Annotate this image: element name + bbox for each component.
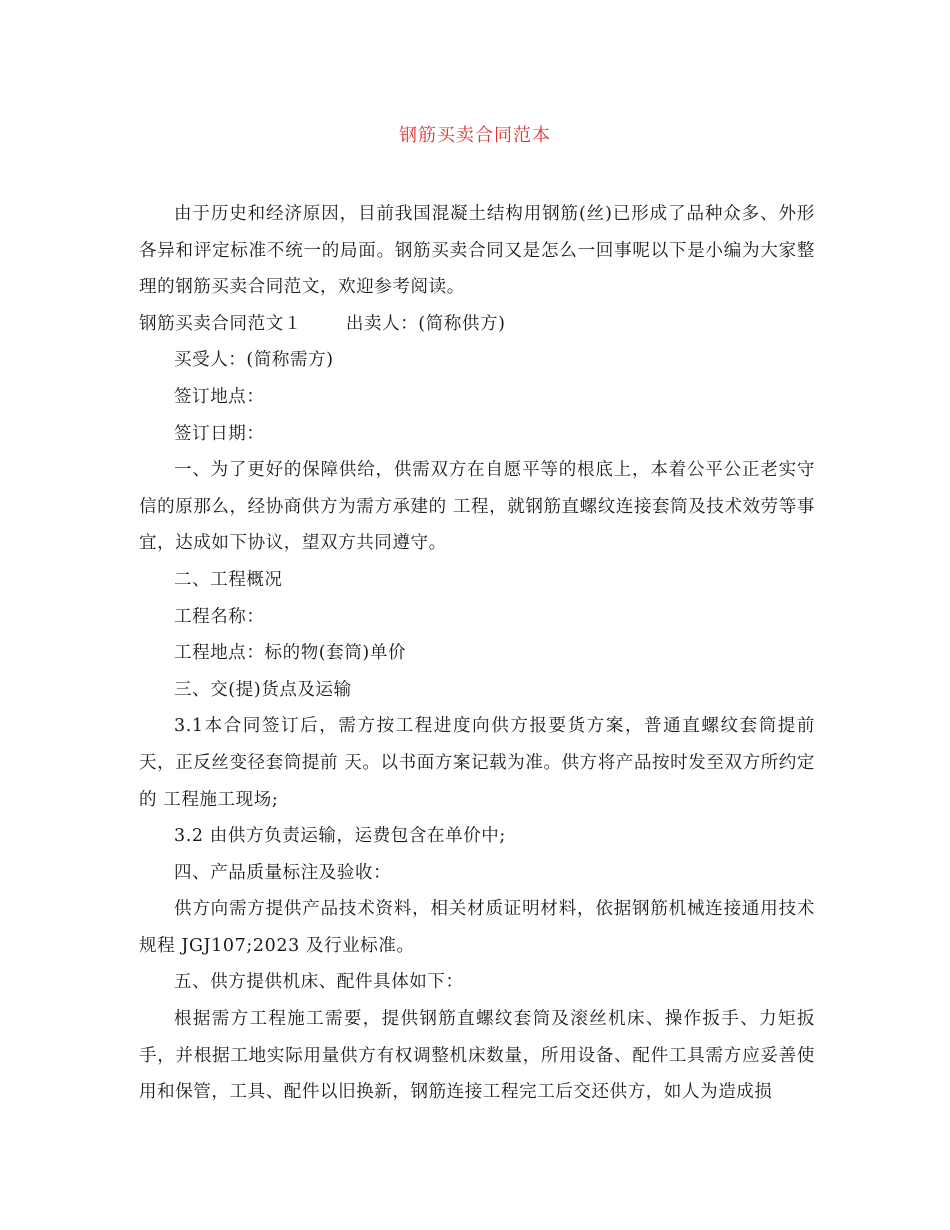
section-5-heading: 五、供方提供机床、配件具体如下： [174,972,464,993]
clause-3-1: 3.1本合同签订后，需方按工程进度向供方报要货方案，普通直螺纹套筒提前 天，正反丝变径套筒提前 天。以书面方案记载为准。供方将产品按时发至双方所约定的 工程施工现场; [139,716,815,810]
sample-heading-line [139,306,815,343]
sample-heading: 钢筋买卖合同范文１ [139,313,302,334]
section-3-heading: 三、交(提)货点及运输 [174,679,352,700]
buyer-line: 买受人：(简称需方) [174,350,334,371]
signing-date-line: 签订日期： [174,423,265,444]
clause-4: 供方向需方提供产品技术资料，相关材质证明材料，依据钢筋机械连接通用技术规程 JGJ107;2023 及行业标准。 [139,899,815,956]
clause-5: 根据需方工程施工需要，提供钢筋直螺纹套筒及滚丝机床、操作扳手、力矩扳手，并根据工地实际用量供方有权调整机床数量，所用设备、配件工具需方应妥善使用和保管，工具、配件以旧换新，钢筋连接工程完工后交还供方，如人为造成损 [139,1009,815,1103]
section-4-heading: 四、产品质量标注及验收： [174,862,392,883]
section-2-heading: 二、工程概况 [174,569,283,590]
seller-label: 出卖人：(简称供方) [345,313,506,334]
document-title: 钢筋买卖合同范本 [399,125,551,146]
project-location-line: 工程地点：标的物(套筒)单价 [174,643,407,664]
clause-1: 一、为了更好的保障供给，供需双方在自愿平等的根底上，本着公平公正老实守信的原那么，经协商供方为需方承建的 工程，就钢筋直螺纹连接套筒及技术效劳等事宜，达成如下协议，望双方共同遵守。 [139,460,815,554]
signing-place-line: 签订地点： [174,386,265,407]
project-name-line: 工程名称： [174,606,265,627]
clause-3-2: 3.2 由供方负责运输，运费包含在单价中; [174,826,506,847]
document-body [139,196,815,1111]
intro-paragraph: 由于历史和经济原因，目前我国混凝土结构用钢筋(丝)已形成了品种众多、外形各异和评定标准不统一的局面。钢筋买卖合同又是怎么一回事呢以下是小编为大家整理的钢筋买卖合同范文，欢迎参考阅读。 [139,204,815,298]
